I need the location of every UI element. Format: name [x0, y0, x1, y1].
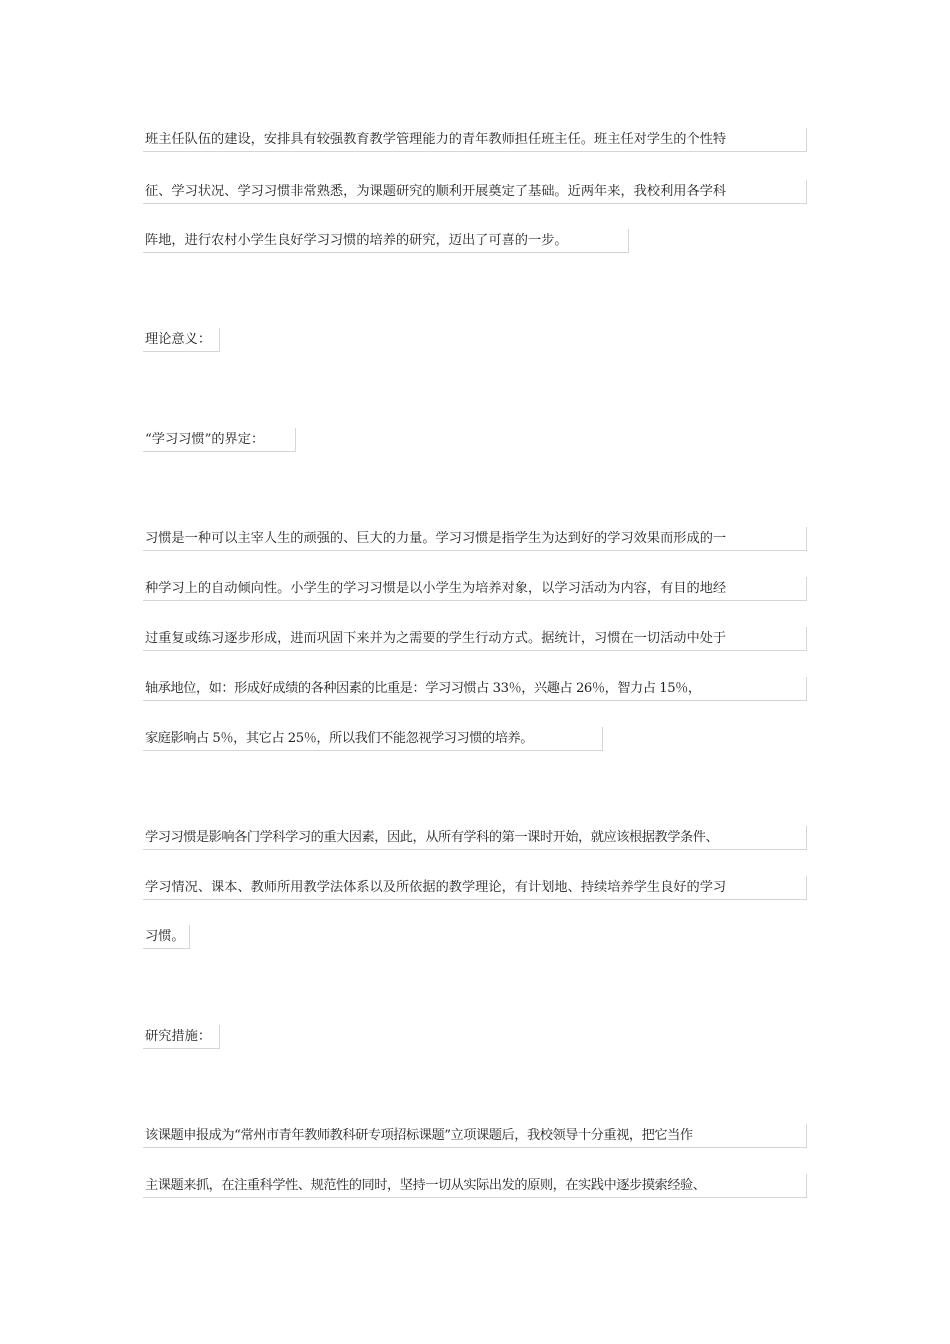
- paragraph-4-line-2: 主课题来抓，在注重科学性、规范性的同时，坚持一切从实际出发的原则，在实践中逐步摸索经验、: [143, 1174, 807, 1198]
- paragraph-3-line-3: 习惯。: [143, 925, 190, 949]
- paragraph-2-line-2: 种学习上的自动倾向性。小学生的学习习惯是以小学生为培养对象，以学习活动为内容，有目的地经: [143, 577, 807, 601]
- paragraph-1-line-2: 征、学习状况、学习习惯非常熟悉，为课题研究的顺利开展奠定了基础。近两年来，我校利用各学科: [143, 180, 807, 204]
- paragraph-1-line-3: 阵地，进行农村小学生良好学习习惯的培养的研究，迈出了可喜的一步。: [143, 229, 629, 253]
- heading-habit-definition: “学习习惯”的界定：: [143, 428, 296, 452]
- heading-theory-significance: 理论意义：: [143, 328, 220, 352]
- paragraph-2-line-1: 习惯是一种可以主宰人生的顽强的、巨大的力量。学习习惯是指学生为达到好的学习效果而形成的一: [143, 527, 807, 551]
- heading-research-measures: 研究措施：: [143, 1025, 220, 1049]
- paragraph-2-line-4: 轴承地位，如：形成好成绩的各种因素的比重是：学习习惯占 33％，兴趣占 26％，智力占 15％，: [143, 677, 807, 701]
- paragraph-2-line-3: 过重复或练习逐步形成，进而巩固下来并为之需要的学生行动方式。据统计，习惯在一切活动中处于: [143, 627, 807, 651]
- paragraph-3-line-2: 学习情况、课本、教师所用教学法体系以及所依据的教学理论，有计划地、持续培养学生良好的学习: [143, 876, 807, 900]
- paragraph-1-line-1: 班主任队伍的建设，安排具有较强教育教学管理能力的青年教师担任班主任。班主任对学生的个性特: [143, 128, 807, 152]
- paragraph-3-line-1: 学习习惯是影响各门学科学习的重大因素，因此，从所有学科的第一课时开始，就应该根据教学条件、: [143, 826, 807, 850]
- paragraph-4-line-1: 该课题申报成为“常州市青年教师教科研专项招标课题”立项课题后，我校领导十分重视，把它当作: [143, 1124, 807, 1148]
- paragraph-2-line-5: 家庭影响占 5％，其它占 25％，所以我们不能忽视学习习惯的培养。: [143, 727, 603, 751]
